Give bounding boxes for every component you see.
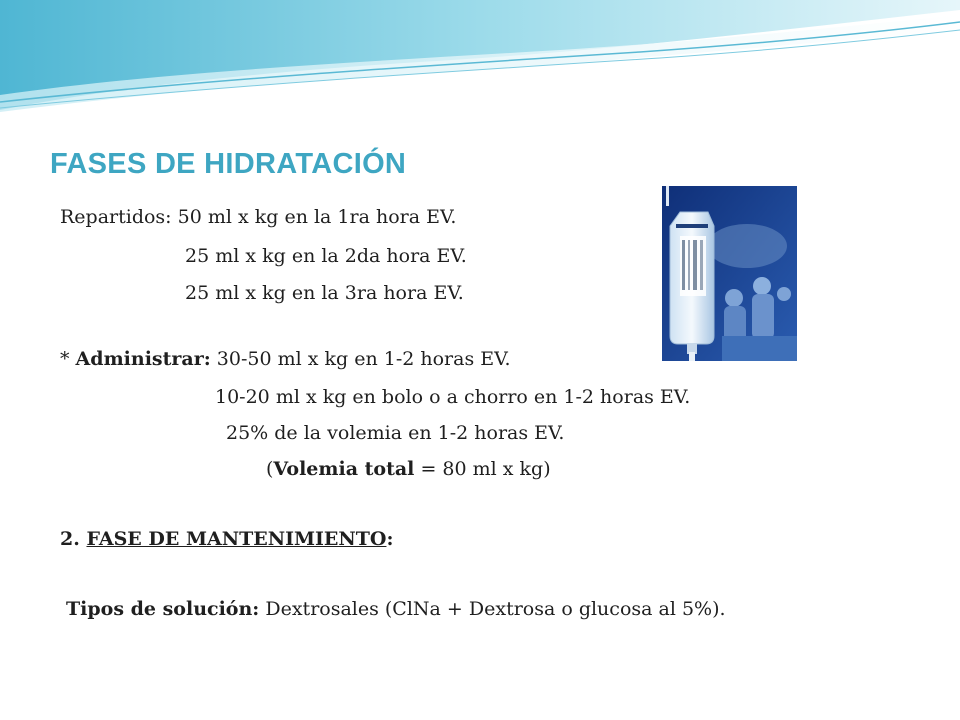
administrar-line-3: 25% de la volemia en 1-2 horas EV. <box>226 422 565 444</box>
tipos-solucion-line <box>66 600 726 619</box>
fase-mantenimiento-heading <box>60 530 393 549</box>
repartidos-line-3: 25 ml x kg en la 3ra hora EV. <box>185 282 464 304</box>
administrar-line-2: 10-20 ml x kg en bolo o a chorro en 1-2 horas EV. <box>215 386 691 408</box>
repartidos-line-2: 25 ml x kg en la 2da hora EV. <box>185 245 467 267</box>
tipos-value: Dextrosales (ClNa + Dextrosa o glucosa al 5%). <box>265 598 726 620</box>
repartidos-label: Repartidos: <box>60 206 172 228</box>
fase2-colon: : <box>386 528 394 550</box>
volemia-line <box>266 460 551 479</box>
tipos-label: Tipos de solución: <box>66 598 260 620</box>
administrar-value-1: 30-50 ml x kg en 1-2 horas EV. <box>216 348 511 370</box>
administrar-line-1 <box>60 350 511 369</box>
fase2-label: FASE DE MANTENIMIENTO <box>86 528 387 550</box>
repartidos-line-1 <box>60 208 456 227</box>
volemia-open: ( <box>266 458 274 480</box>
slide-title: FASES DE HIDRATACIÓN <box>50 148 407 180</box>
repartidos-value-1: 50 ml x kg en la 1ra hora EV. <box>177 206 457 228</box>
volemia-label: Volemia total <box>273 458 415 480</box>
fase2-number: 2. <box>60 528 80 550</box>
volemia-value: = 80 ml x kg) <box>420 458 551 480</box>
administrar-label: Administrar: <box>75 348 211 370</box>
administrar-bullet: * <box>60 348 70 370</box>
